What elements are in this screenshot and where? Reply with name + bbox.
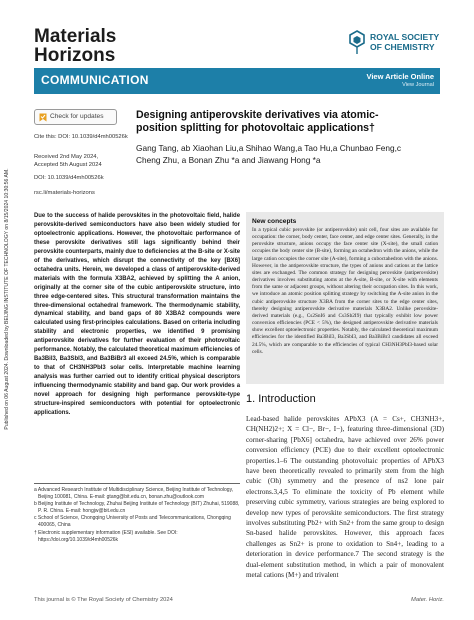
rsc-emblem-icon xyxy=(348,30,366,56)
copyright-footer: This journal is © The Royal Society of Chemistry 2024 xyxy=(34,597,173,603)
authors-line2: Cheng Zhu, a Bonan Zhu *a and Jiawang Hong *a xyxy=(136,154,321,165)
footnote-a: a Advanced Research Institute of Multidisciplinary Science, Beijing Institute of Technology, Beijing 100081, China. E-mail: gtang@bit.edu.cn, bonan.zhu@outlook.com xyxy=(34,487,234,501)
journal-title xyxy=(34,27,116,65)
journal-url[interactable]: rsc.li/materials-horizons xyxy=(34,190,95,196)
publisher-name-line2: OF CHEMISTRY xyxy=(370,42,435,52)
check-for-updates-label: Check for updates xyxy=(50,113,104,120)
article-type-label: COMMUNICATION xyxy=(41,73,149,87)
publisher-logo xyxy=(348,30,458,58)
abstract: Due to the success of halide perovskites in the photovoltaic field, halide perovskite-derived semiconductors have also been widely studied for optoelectronic applications. However, the photovoltaic performance of these perovskite derivatives still lags significantly behind their perovskite counterparts, mainly due to deficiencies at the B-site or X-site of the derivatives, which disrupt the connectivity of the key [BX6] octahedra units. Herein, we developed a class of antiperovskite-derived materials with the formula X3BA2, achieved by splitting the A anion, originally at the corner site of the cubic antiperovskite structure, into three edge-centered sites. This structural transformation maintains the three-dimensional octahedral framework. The thermodynamic stability, dynamical stability, and band gaps of 80 X3BA2 compounds were calculated using first-principles calculations. Based on criteria including stability and electronic properties, we identified 9 promising antiperovskite derivatives for further evaluation of their photovoltaic performance. Notably, the calculated theoretical maximum efficiencies of Ba3BiI3, Ba3SbI3, and Ba3BiBr3 all exceed 24.5%, which is comparable to that of CH3NH3PbI3 solar cells. Interpretable machine learning analysis was further carried out to identify critical physical descriptors influencing thermodynamic stability and band gap. Our work provides a novel approach for designing high performance perovskite-type structure-inspired semiconductors with potential for optoelectronic applications. xyxy=(34,213,240,416)
publication-side-note xyxy=(3,70,11,530)
journal-title-line2: Horizons xyxy=(34,45,116,66)
article-title-line2: position splitting for photovoltaic applications† xyxy=(136,122,375,134)
footnote-esi: † Electronic supplementary information (ESI) available. See DOI: https://doi.org/10.1039/d4mh00526k xyxy=(34,529,178,543)
journal-title-line1: Materials xyxy=(34,26,117,47)
article-type-banner xyxy=(34,68,440,94)
journal-abbrev-footer: Mater. Horiz. xyxy=(411,597,444,603)
citation-doi: Cite this: DOI: 10.1039/d4mh00526k xyxy=(34,134,128,140)
new-concepts-body: In a typical cubic perovskite (or antiperovskite) unit cell, four sites are available for occupation: the corner, body center, face center, and edge center sites. Generally, in the perovskite structure, anions occupy the face center site (X-site), the small cation occupies the body center site (B-site), forming an octahedron with the anions, while the large cation occupies the corner site (A-site), forming a cuboctahedron with the anions. However, in the antiperovskite structure, the types of anions and cations at the lattice sites are exchanged. The common strategy for designing perovskite (antiperovskite) derivatives involves substituting atoms at the A-site, B-site, or X-site with elements from the same or adjacent groups, without altering their occupation sites. In this work, we introduce an atomic position splitting strategy by switching the A-site anion in the cubic antiperovskite structure X3BA from the corner sites to the edge center sites, thereby designing antiperovskite derivative materials X3BA2. Unlike perovskite-derived materials (e.g., Cs2SnI6 and Cs3Sb2I9) that typically exhibit low power conversion efficiencies (PCE < 5%), the designed antiperovskite derivative materials show excellent optoelectronic properties. Notably, the calculated theoretical maximum efficiencies for the identified Ba3BiI3, Ba3SbI3, and Ba3BiBr3 candidates all exceed 24.5%, which are comparable to the efficiencies of typical CH3NH3PbI3-based solar cells. xyxy=(252,227,438,355)
article-doi[interactable]: DOI: 10.1039/d4mh00526k xyxy=(34,175,104,181)
view-journal-link[interactable]: View Journal xyxy=(402,82,434,88)
bookmark-check-icon xyxy=(39,113,47,122)
authors-line1: Gang Tang, ab Xiaohan Liu,a Shihao Wang,a Tao Hu,a Chunbao Feng,c xyxy=(136,143,402,153)
footnote-b: b Beijing Institute of Technology, Zhuhai Beijing Institute of Technology (BIT) Zhuhai, 519088, P. R. China. E-mail: hongjw@bit.edu.cn xyxy=(34,501,240,515)
check-for-updates-button[interactable] xyxy=(34,109,117,125)
new-concepts-heading: New concepts xyxy=(252,218,297,225)
article-title xyxy=(136,109,446,135)
introduction-heading: 1. Introduction xyxy=(246,393,316,405)
new-concepts-box xyxy=(246,212,444,384)
affiliation-footnotes xyxy=(34,483,240,544)
article-title-line1: Designing antiperovskite derivatives via atomic- xyxy=(136,109,379,121)
view-article-online-link[interactable]: View Article Online xyxy=(366,72,434,81)
footnote-c: c School of Science, Chongqing University of Posts and Telecommunications, Chongqing 400065, China xyxy=(34,515,231,529)
introduction-body: Lead-based halide perovskites APbX3 (A = Cs+, CH3NH3+, CH(NH2)2+; X = Cl−, Br−, I−), featuring three-dimensional (3D) corner-sharing [PbX6] octahedra, have achieved over 26% power conversion efficiency (PCE) due to their excellent optoelectronic properties.1–6 The outstanding photovoltaic properties of APbX3 have been theoretically revealed to primarily stem from the high cubic (Oh) symmetry and the presence of ns2 lone pair electrons.3,4,5 To eliminate the toxicity of Pb element while preserving cubic symmetry, various strategies are being explored to develop new types of perovskite semiconductors. The first strategy involves substituting Pb2+ with Sn2+ from the same group to design Sn-based halide perovskites. However, this approach faces challenges as Sn2+ is prone to oxidation to Sn4+, leading to a deterioration in device performance.7 The second strategy is the dual-element substitution method, in which a pair of monovalent metal cations (M+) and trivalent xyxy=(246,415,444,580)
author-list xyxy=(136,143,456,166)
received-date: Received 2nd May 2024, xyxy=(34,154,99,160)
side-note-text: Published on 06 August 2024. Downloaded by BEIJING INSTITUTE OF TECHNOLOGY on 8/15/2024 10:30:56 AM. xyxy=(4,168,10,430)
accepted-date: Accepted 5th August 2024 xyxy=(34,162,102,168)
publisher-name-line1: ROYAL SOCIETY xyxy=(370,32,440,42)
